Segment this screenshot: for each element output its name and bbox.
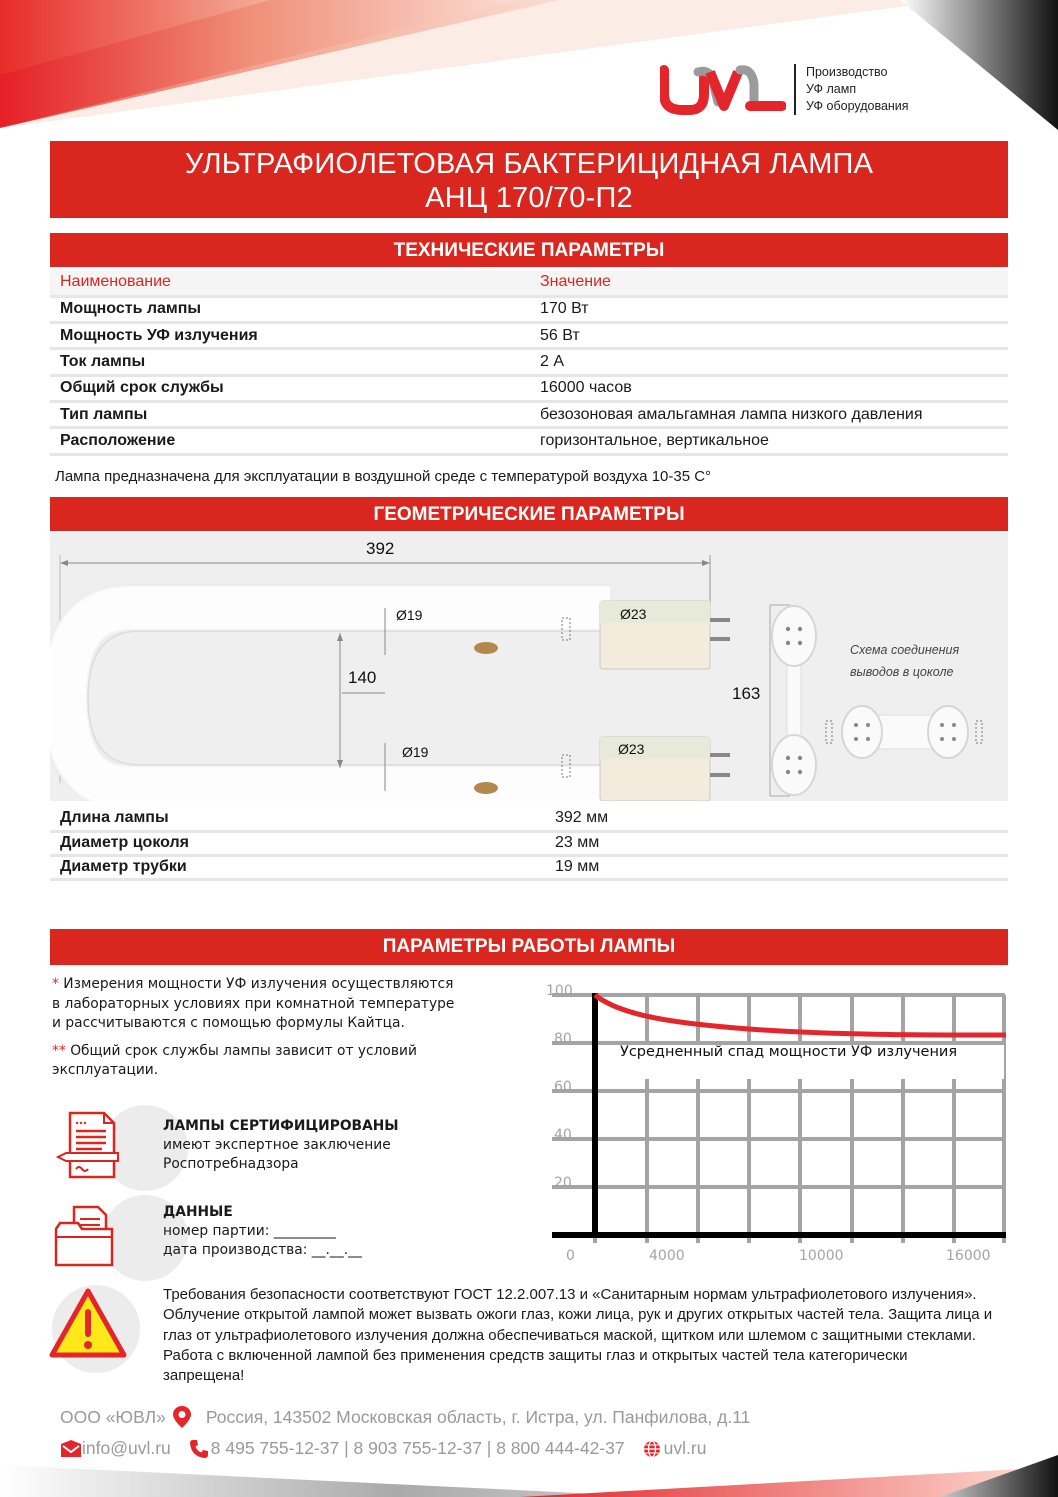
folder-document-icon [54,1203,144,1273]
dimension-length: 392 [366,539,395,558]
svg-text:20: 20 [554,1175,572,1191]
tagline-line: УФ оборудования [806,98,909,113]
svg-text:10000: 10000 [799,1248,844,1264]
svg-text:4000: 4000 [649,1248,685,1264]
footnote-mark: * [52,976,59,992]
schema-caption [850,639,959,683]
brand-logo [660,62,909,116]
company-address [60,1405,750,1429]
uv-decay-chart [540,975,1020,1275]
certified-line: Роспотребнадзора [163,1156,299,1172]
page-title [50,141,1008,218]
param-name: Длина лампы [50,807,545,831]
table-row [50,296,1008,322]
svg-text:0: 0 [566,1248,575,1264]
dimension-height: 163 [732,684,761,703]
certified-block [50,1105,490,1191]
address-text: Россия, 143502 Московская область, г. Истра, ул. Панфилова, д.11 [205,1406,751,1427]
production-date-field: дата производства: __.__.__ [163,1242,362,1258]
column-header: Значение [530,270,1008,296]
chart-title: Усредненный спад мощности УФ излучения [620,1044,958,1060]
param-name: Мощность УФ излучения [50,323,530,349]
dimension-base-diameter: Ø23 [620,606,647,622]
param-value: 56 Вт [530,323,1008,349]
table-row [50,831,1008,855]
dimension-tube-diameter: Ø19 [402,744,429,760]
email-link[interactable]: info@uvl.ru [82,1438,171,1458]
dimension-base-diameter: Ø23 [618,741,645,757]
schema-caption-line: Схема соединения [850,643,960,657]
schema-caption-line: выводов в цоколе [850,665,954,679]
geometry-params-table [50,807,1008,881]
table-row [50,855,1008,879]
data-title: ДАННЫЕ [163,1204,233,1220]
param-name: Тип лампы [50,401,530,427]
uvl-logo-icon [660,62,786,116]
footnote-text: эксплуатации. [52,1062,159,1078]
table-header-row [50,270,1008,296]
usage-note: Лампа предназначена для эксплуатации в воздушной среде с температурой воздуха 10-35 С° [55,468,712,485]
param-value: безозоновая амальгамная лампа низкого давления [530,401,1008,427]
certified-text [163,1117,399,1174]
param-name: Ток лампы [50,349,530,375]
footnote-text: и рассчитываются с помощью формулы Кайтца. [52,1015,405,1031]
lamp-drawing [50,533,1008,801]
footnote-1 [52,975,492,1034]
param-name: Расположение [50,428,530,454]
table-row [50,323,1008,349]
table-row [50,401,1008,427]
footnote-text: в лабораторных условиях при комнатной температуре [52,995,455,1012]
table-row [50,428,1008,454]
company-name: ООО «ЮВЛ» [60,1406,166,1427]
batch-number-field: номер партии: _________ [163,1223,336,1239]
param-value: 16000 часов [530,375,1008,401]
data-text [163,1203,362,1260]
param-name: Диаметр трубки [50,855,545,879]
title-line-2: АНЦ 170/70-П2 [425,182,633,214]
table-row [50,807,1008,831]
dimension-tube-diameter: Ø19 [396,607,423,623]
param-name: Мощность лампы [50,296,530,322]
brand-tagline [794,64,909,115]
safety-text: Требования безопасности соответствуют ГОСТ 12.2.007.13 и «Санитарным нормам ультрафиолетового излучения». Облучение открытой лампой может вызвать ожоги глаз, кожи лица, рук и других открытых частей тела. Защита лица и глаз от ультрафиолетового излучения должна обеспечиваться маской, щитком или шлемом с защитными стеклами. Работа с включенной лампой без применения средств защиты глаз и открытых частей тела категорически запрещена! [163,1286,993,1385]
location-pin-icon [172,1405,192,1429]
footnotes [52,975,492,1081]
footnote-text: Общий срок службы лампы зависит от условий [70,1042,417,1059]
technical-params-table [50,270,1008,456]
footnote-text: Измерения мощности УФ излучения осуществляются [63,976,454,992]
footnote-mark: ** [52,1042,66,1059]
section-technical-heading: ТЕХНИЧЕСКИЕ ПАРАМЕТРЫ [50,233,1008,267]
svg-text:100: 100 [546,983,573,999]
svg-text:16000: 16000 [946,1248,991,1264]
section-operation-heading: ПАРАМЕТРЫ РАБОТЫ ЛАМПЫ [50,929,1008,965]
certified-line: имеют экспертное заключение [163,1137,391,1153]
column-header: Наименование [50,270,530,296]
param-value: 2 А [530,349,1008,375]
phone-numbers[interactable]: 8 495 755-12-37 | 8 903 755-12-37 | 8 800 444-42-37 [210,1438,625,1458]
svg-text:80: 80 [554,1031,572,1047]
section-geometry-heading: ГЕОМЕТРИЧЕСКИЕ ПАРАМЕТРЫ [50,497,1008,531]
certificate-document-icon [56,1111,146,1186]
table-row [50,349,1008,375]
param-value: 19 мм [545,855,1008,879]
line-chart [540,975,1020,1275]
data-block [50,1195,490,1281]
footnote-2 [52,1042,492,1081]
param-name: Диаметр цоколя [50,831,545,855]
param-value: 170 Вт [530,296,1008,322]
svg-text:60: 60 [554,1079,572,1095]
param-value: 392 мм [545,807,1008,831]
website-link[interactable]: uvl.ru [663,1438,707,1458]
warning-icon [48,1287,128,1359]
tagline-line: Производство [806,64,888,79]
svg-text:40: 40 [554,1127,572,1143]
dimension-spacing: 140 [348,668,377,687]
certified-title: ЛАМПЫ СЕРТИФИЦИРОВАНЫ [163,1118,399,1134]
param-name: Общий срок службы [50,375,530,401]
table-row [50,375,1008,401]
footer-decoration [0,1455,1058,1497]
param-value: 23 мм [545,831,1008,855]
title-line-1: УЛЬТРАФИОЛЕТОВАЯ БАКТЕРИЦИДНАЯ ЛАМПА [184,148,874,180]
param-value: горизонтальное, вертикальное [530,428,1008,454]
tagline-line: УФ ламп [806,81,857,96]
